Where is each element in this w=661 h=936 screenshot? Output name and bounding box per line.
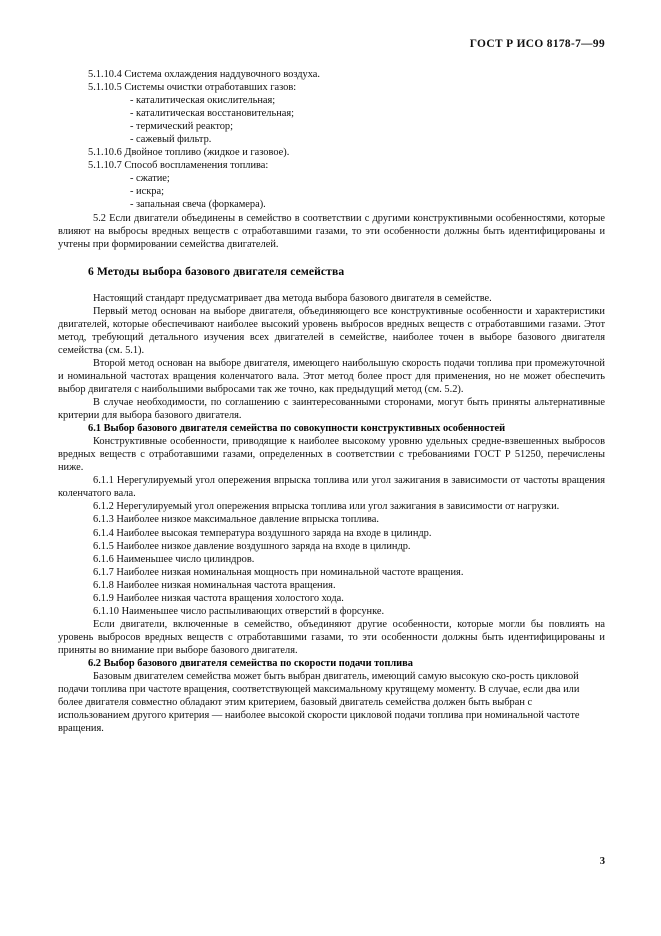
clause-6-1-8: 6.1.8 Наиболее низкая номинальная частота вращения. xyxy=(93,579,336,591)
dash-list-item: - искра; xyxy=(130,186,164,198)
section-6-paragraph: Настоящий стандарт предусматривает два метода выбора базового двигателя в семействе. xyxy=(93,292,492,304)
running-header-standard-number: ГОСТ Р ИСО 8178-7—99 xyxy=(469,38,605,50)
section-heading-6-2: 6.2 Выбор базового двигателя семейства по скорости подачи топлива xyxy=(88,657,413,669)
dash-list-item: - сжатие; xyxy=(130,173,170,185)
clause-6-1-1: 6.1.1 Нерегулируемый угол опережения впрыска топлива или угол зажигания в зависимости от частоты вращения коленчатого вала. xyxy=(58,475,605,500)
section-6-paragraph: Первый метод основан на выборе двигателя, объединяющего все конструктивные особенности и характеристики двигателей, которые обеспечивают наиболее высокий уровень выбросов вредных веществ с отработавшими газами. Этот метод, требующий детального изучения всех двигателей в семействе, наиболее точен в выборе базового двигателя семейства (см. 5.1). xyxy=(58,305,605,356)
page-body-column xyxy=(58,68,605,735)
section-6-1-closing: Если двигатели, включенные в семейство, объединяют другие особенности, которые могли бы повлиять на уровень выбросов вредных веществ с отработавшими газами, то эти особенности должны быть идентифицированы и приняты во внимание при выборе базового двигателя. xyxy=(58,618,605,656)
section-6-1-intro: Конструктивные особенности, приводящие к наиболее высокому уровню удельных средне-взвешенных выбросов вредных веществ с отработавшими газами, определенных в соответствии с требованиями ГОСТ Р 51250, перечислены ниже. xyxy=(58,436,605,474)
clause-item: 5.1.10.7 Способ воспламенения топлива: xyxy=(88,160,269,172)
clause-6-1-3: 6.1.3 Наиболее низкое максимальное давление впрыска топлива. xyxy=(93,514,380,526)
clause-item: 5.1.10.4 Система охлаждения наддувочного воздуха. xyxy=(88,69,321,80)
section-6-paragraph: Второй метод основан на выборе двигателя, имеющего наибольшую скорость подачи топлива при промежуточной и номинальной частотах вращения коленчатого вала. Этот метод более прост для применения, но не может обеспечить выбор двигателя с наибольшими выбросами так же точно, как предыдущий метод (см. 5.2). xyxy=(58,357,605,395)
section-heading-6: 6 Методы выбора базового двигателя семейства xyxy=(88,264,345,278)
dash-list-item: - каталитическая восстановительная; xyxy=(130,108,295,120)
section-6-paragraph: В случае необходимости, по соглашению с заинтересованными сторонами, могут быть приняты альтернативные критерии для выбора базового двигателя. xyxy=(58,397,605,422)
section-heading-6-1: 6.1 Выбор базового двигателя семейства по совокупности конструктивных особенностей xyxy=(88,423,506,435)
clause-6-1-4: 6.1.4 Наиболее высокая температура воздушного заряда на входе в цилиндр. xyxy=(93,527,432,539)
section-6-2-paragraph: Базовым двигателем семейства может быть выбран двигатель, имеющий самую высокую ско-рость цикловой подачи топлива при частоте вращения, соответствующей максимальному крутящему моменту. В случае, если два или более двигателя совместно обладают этим критерием, базовый двигатель семейства должен быть выбран с использованием другого критерия — наиболее высокой скорости цикловой подачи топлива при номинальной частоте вращения. xyxy=(58,671,580,735)
clause-item: 5.1.10.5 Системы очистки отработавших газов: xyxy=(88,82,297,94)
clause-6-1-6: 6.1.6 Наименьшее число цилиндров. xyxy=(93,553,255,565)
clause-6-1-5: 6.1.5 Наиболее низкое давление воздушного заряда на входе в цилиндр. xyxy=(93,540,411,552)
dash-list-item: - запальная свеча (форкамера). xyxy=(130,199,266,211)
clause-6-1-10: 6.1.10 Наименьшее число распыливающих отверстий в форсунке. xyxy=(93,605,385,617)
clause-item: 5.1.10.6 Двойное топливо (жидкое и газовое). xyxy=(88,147,290,159)
spacer xyxy=(58,251,605,265)
clause-6-1-7: 6.1.7 Наиболее низкая номинальная мощность при номинальной частоте вращения. xyxy=(93,566,464,578)
dash-list-item: - термический реактор; xyxy=(130,121,233,133)
spacer xyxy=(58,279,605,292)
clause-6-1-9: 6.1.9 Наиболее низкая частота вращения холостого хода. xyxy=(93,592,344,604)
page-number: 3 xyxy=(599,856,605,867)
clause-6-1-2: 6.1.2 Нерегулируемый угол опережения впрыска топлива или угол зажигания в зависимости от нагрузки. xyxy=(93,501,560,513)
dash-list-item: - сажевый фильтр. xyxy=(130,134,212,146)
paragraph-5-2: 5.2 Если двигатели объединены в семейство в соответствии с другими конструктивными особенностями, которые влияют на выбросы вредных веществ с отработавшими газами, то эти особенности должны быть идентифицированы и учтены при формировании семейства двигателей. xyxy=(58,212,605,250)
dash-list-item: - каталитическая окислительная; xyxy=(130,95,276,107)
